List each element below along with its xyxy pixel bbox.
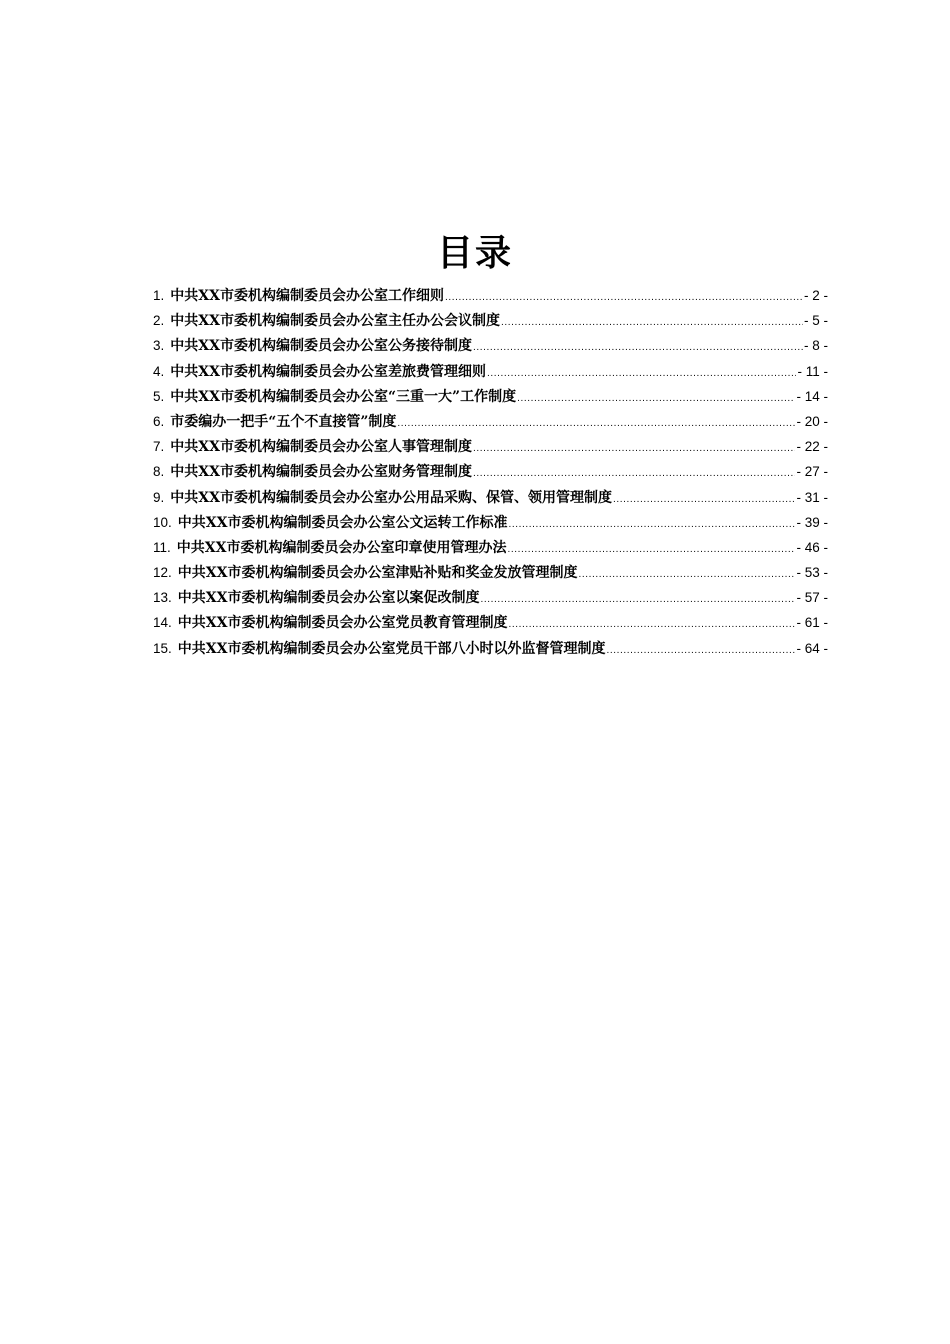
toc-entry-number: 6. — [153, 413, 165, 429]
toc-dot-leader — [481, 587, 796, 612]
toc-entry-number: 2. — [153, 313, 165, 329]
toc-entry-text: 中共XX市委机构编制委员会办公室差旅费管理细则 — [170, 363, 486, 380]
toc-entry-number: 7. — [153, 439, 165, 455]
toc-entry[interactable] — [153, 359, 828, 384]
toc-dot-leader — [445, 285, 803, 310]
toc-entry[interactable] — [153, 560, 828, 585]
toc-entry[interactable] — [153, 636, 828, 661]
toc-entry-number: 9. — [153, 489, 165, 505]
toc-dot-leader — [579, 562, 796, 587]
toc-entry[interactable] — [153, 610, 828, 635]
toc-entry[interactable] — [153, 510, 828, 535]
toc-entry-text: 中共XX市委机构编制委员会办公室“三重一大”工作制度 — [170, 388, 517, 405]
toc-entry[interactable] — [153, 308, 828, 333]
toc-entry-text: 中共XX市委机构编制委员会办公室党员教育管理制度 — [177, 615, 508, 632]
toc-entry-number: 10. — [153, 514, 172, 530]
toc-entry[interactable] — [153, 409, 828, 434]
toc-entry-page: - 11 - — [797, 363, 828, 379]
toc-entry-text: 中共XX市委机构编制委员会办公室主任办公会议制度 — [170, 313, 500, 330]
toc-entry-page: - 61 - — [796, 615, 828, 631]
toc-entry-page: - 20 - — [796, 413, 828, 429]
toc-entry-text: 中共XX市委机构编制委员会办公室工作细则 — [170, 288, 444, 304]
toc-entry-number: 4. — [153, 363, 165, 379]
toc-dot-leader — [473, 461, 795, 486]
toc-entry-page: - 39 - — [796, 514, 828, 530]
toc-entry-text: 中共XX市委机构编制委员会办公室人事管理制度 — [170, 439, 472, 456]
toc-dot-leader — [613, 487, 795, 512]
toc-dot-leader — [509, 612, 796, 637]
toc-entry-page: - 27 - — [796, 464, 828, 480]
toc-entry-text: 中共XX市委机构编制委员会办公室党员干部八小时以外监督管理制度 — [177, 640, 606, 657]
toc-entry-number: 15. — [153, 640, 172, 656]
toc-entry-number: 5. — [153, 388, 165, 404]
toc-entry-text: 中共XX市委机构编制委员会办公室以案促改制度 — [177, 590, 480, 607]
toc-dot-leader — [517, 386, 795, 411]
toc-title: 目录 — [436, 232, 513, 274]
toc-entry[interactable] — [153, 333, 828, 358]
toc-entry-page: - 5 - — [803, 313, 828, 329]
toc-list — [153, 283, 828, 661]
toc-entry-page: - 22 - — [796, 439, 828, 455]
toc-entry-text: 中共XX市委机构编制委员会办公室津贴补贴和奖金发放管理制度 — [177, 565, 578, 582]
toc-dot-leader — [501, 310, 803, 335]
toc-entry-page: - 8 - — [803, 338, 828, 354]
toc-entry-text: 中共XX市委机构编制委员会办公室财务管理制度 — [170, 464, 472, 481]
toc-entry-page: - 2 - — [803, 288, 828, 303]
toc-entry-number: 1. — [153, 288, 165, 303]
toc-entry-number: 13. — [153, 590, 172, 606]
toc-dot-leader — [508, 537, 796, 562]
toc-entry-text: 中共XX市委机构编制委员会办公室印章使用管理办法 — [176, 539, 507, 556]
toc-dot-leader — [509, 512, 796, 537]
toc-entry[interactable] — [153, 585, 828, 610]
toc-entry-number: 12. — [153, 565, 172, 581]
toc-dot-leader — [473, 335, 803, 360]
toc-dot-leader — [397, 411, 795, 436]
toc-entry-text: 中共XX市委机构编制委员会办公室办公用品采购、保管、领用管理制度 — [170, 489, 612, 506]
toc-entry[interactable] — [153, 485, 828, 510]
toc-entry-page: - 64 - — [796, 640, 828, 656]
toc-entry-text: 中共XX市委机构编制委员会办公室公务接待制度 — [170, 338, 472, 355]
toc-entry-text: 中共XX市委机构编制委员会办公室公文运转工作标准 — [177, 514, 508, 531]
toc-entry[interactable] — [153, 434, 828, 459]
toc-entry-number: 14. — [153, 615, 172, 631]
toc-entry[interactable] — [153, 535, 828, 560]
toc-dot-leader — [487, 361, 796, 386]
toc-entry-text: 市委编办一把手“五个不直接管”制度 — [170, 413, 397, 430]
toc-entry-page: - 57 - — [796, 590, 828, 606]
toc-entry-page: - 46 - — [796, 539, 828, 555]
toc-entry-page: - 53 - — [796, 565, 828, 581]
toc-entry[interactable] — [153, 283, 828, 308]
toc-entry-number: 11. — [153, 539, 171, 555]
toc-dot-leader — [607, 638, 796, 663]
toc-entry-number: 3. — [153, 338, 165, 354]
toc-entry-page: - 14 - — [796, 388, 828, 404]
toc-entry[interactable] — [153, 384, 828, 409]
toc-entry-page: - 31 - — [796, 489, 828, 505]
toc-entry-number: 8. — [153, 464, 165, 480]
toc-entry[interactable] — [153, 459, 828, 484]
toc-dot-leader — [473, 436, 795, 461]
